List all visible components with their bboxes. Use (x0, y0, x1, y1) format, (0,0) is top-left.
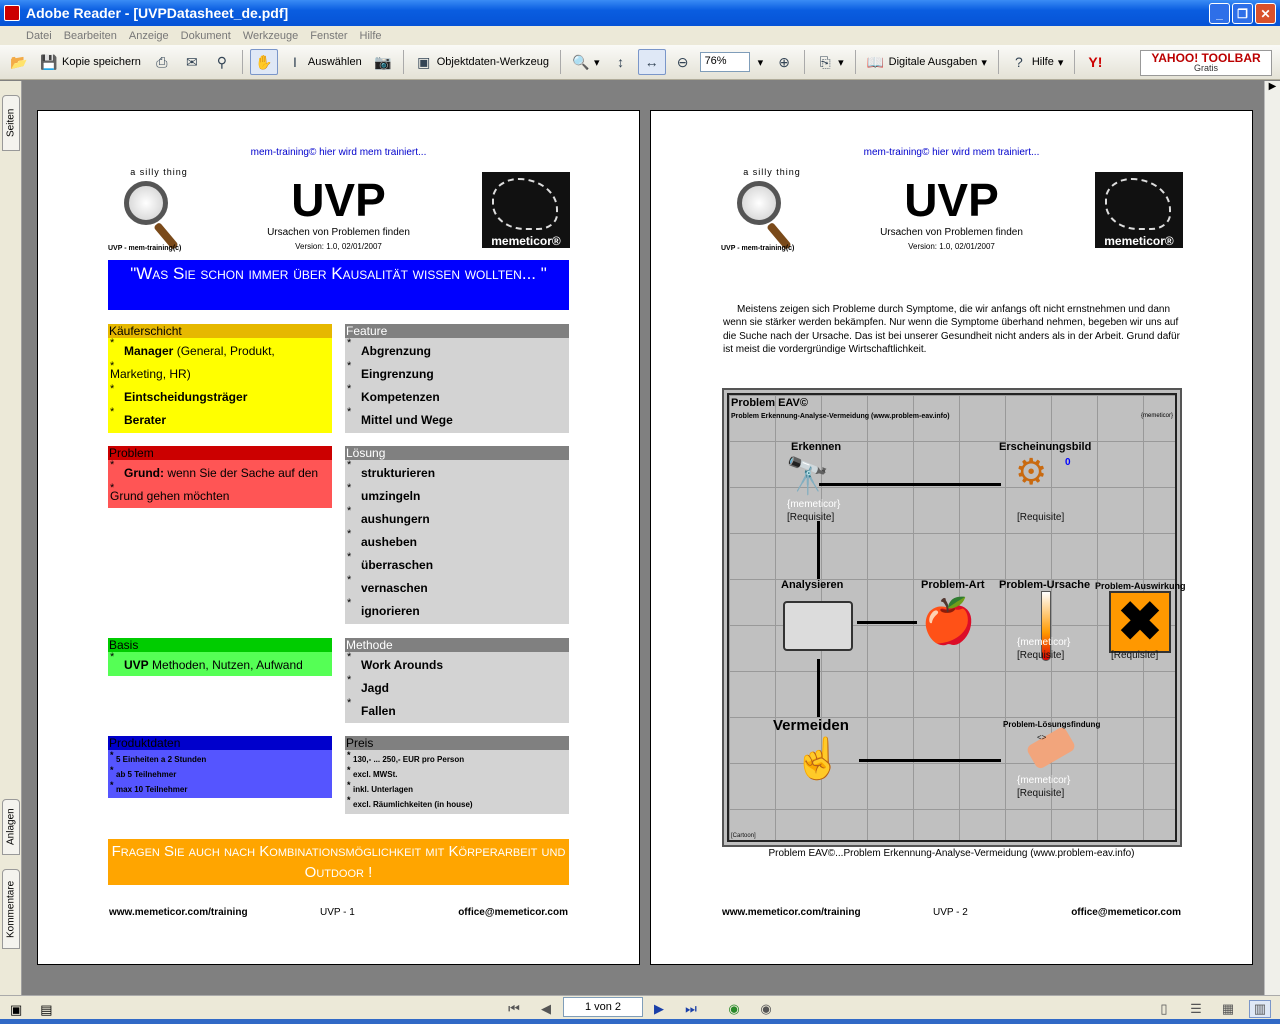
yahoo-toolbar-sub: Gratis (1193, 63, 1218, 73)
box-loesung (345, 446, 569, 624)
box-feature (345, 324, 569, 433)
footer-email: office@memeticor.com (1071, 907, 1181, 918)
title-bar (0, 0, 1280, 26)
last-page-button[interactable]: ⏭ (685, 1001, 697, 1016)
combination-banner: Fragen Sie auch nach Kombinationsmöglichkeit mit Körperarbeit und Outdoor ! (108, 839, 569, 885)
diagram-caption: Problem EAV©...Problem Erkennung-Analyse-Vermeidung (www.problem-eav.info) (768, 848, 1135, 859)
document-icon[interactable]: ▤ (40, 1002, 53, 1017)
diagram-corner-label: {memeticor} (1140, 413, 1173, 419)
list-item: excl. Räumlichkeiten (in house) (353, 800, 473, 809)
list-item: vernaschen (361, 581, 428, 595)
list-item: Methoden, Nutzen, Aufwand (148, 658, 303, 672)
page-subtitle: Ursachen von Problemen finden (267, 227, 410, 238)
list-item: Grund gehen möchten (110, 489, 230, 503)
logo-caption: UVP - mem-training(c) (108, 245, 182, 252)
zoom-in-button[interactable] (771, 49, 797, 75)
list-item: (General, Produkt, (173, 344, 275, 358)
box-methode (345, 638, 569, 723)
close-button[interactable]: ✕ (1255, 3, 1276, 24)
problem-eav-diagram (722, 388, 1186, 847)
page-subtitle: Ursachen von Problemen finden (880, 227, 1023, 238)
open-button[interactable] (6, 49, 32, 75)
previous-page-button[interactable]: ◀ (541, 1001, 551, 1016)
yahoo-messenger-button[interactable] (1082, 49, 1108, 75)
separator (998, 50, 999, 74)
connector-line (817, 659, 820, 717)
footer-email: office@memeticor.com (458, 907, 568, 918)
vertical-scrollbar[interactable] (1264, 81, 1280, 995)
page-header: mem-training© hier wird mem trainiert... (250, 147, 427, 158)
menu-bearbeiten[interactable]: Bearbeiten (63, 29, 117, 42)
list-item: max 10 Teilnehmer (116, 785, 188, 794)
memeticor-logo (1095, 172, 1183, 248)
box-heading: Methode (345, 638, 569, 652)
taskbar-edge (0, 1019, 1280, 1024)
binoculars-icon: 🔭 (785, 455, 830, 496)
finger-bow-icon: ☝ (793, 737, 843, 781)
logo-tagline: a silly thing (743, 167, 801, 177)
label-problem-art: Problem-Art (921, 579, 985, 591)
connector-line (817, 521, 820, 579)
list-item: 130,- ... 250,- EUR pro Person (353, 755, 465, 764)
headline-banner: "Was Sie schon immer über Kausalität wissen wollten... " (108, 260, 569, 310)
list-item: ignorieren (361, 604, 420, 618)
page-title: UVP (291, 174, 386, 226)
node-memeticor-label: {memeticor} (1017, 637, 1071, 648)
save-copy-label: Kopie speichern (62, 56, 141, 68)
logo-tagline: a silly thing (130, 167, 188, 177)
rotate-button[interactable]: ⎘ ▾ (812, 49, 848, 75)
menu-fenster[interactable]: Fenster (310, 29, 348, 42)
digital-editions-icon: 📖 (866, 53, 885, 70)
menu-anzeige[interactable]: Anzeige (128, 29, 169, 42)
list-item: Grund: (124, 466, 164, 480)
label-problem-ursache: Problem-Ursache (999, 579, 1091, 591)
version-text: Version: 1.0, 02/01/2007 (908, 242, 995, 251)
menu-dokument[interactable]: Dokument (180, 29, 231, 42)
brand-name: memeticor® (491, 234, 561, 248)
navigation-panel (0, 81, 22, 995)
connector-line (857, 621, 917, 624)
page-number-input[interactable]: 1 von 2 (563, 997, 643, 1017)
camera-icon: 📷 (374, 53, 392, 70)
box-basis (108, 638, 332, 676)
list-item: Work Arounds (361, 658, 444, 672)
list-item: umzingeln (361, 489, 421, 503)
node-requisite-label: [Requisite] (787, 512, 835, 523)
rotate-pages-icon: ⎘ (819, 53, 831, 70)
beast-icon (1105, 178, 1171, 230)
list-item: Jagd (361, 681, 390, 695)
logo-caption: UVP - mem-training(c) (721, 245, 795, 252)
snapshot-button[interactable] (370, 49, 396, 75)
diagram-subtitle: Problem Erkennung-Analyse-Vermeidung (www.problem-eav.info) (731, 413, 950, 420)
binoculars-icon: ⚲ (216, 53, 228, 70)
scroll-right-arrow[interactable]: ▶ (1268, 81, 1277, 92)
search-button[interactable] (209, 49, 235, 75)
zoom-out-button[interactable] (670, 49, 696, 75)
first-page-button[interactable]: ⏮ (508, 1001, 520, 1016)
label-problem-loesungsfindung: Problem-Lösungsfindung (1003, 720, 1101, 729)
fit-width-button[interactable] (638, 49, 666, 75)
window-title: Adobe Reader - [UVPDatasheet_de.pdf] (26, 5, 289, 21)
tab-comments-label: Kommentare (5, 880, 17, 938)
object-tool-icon: ▣ (417, 53, 431, 70)
zoom-level-input[interactable]: 76% (700, 52, 750, 72)
separator (560, 50, 561, 74)
tab-pages[interactable] (2, 95, 20, 151)
help-label: Hilfe (1031, 56, 1054, 68)
hand-tool-button[interactable] (250, 49, 278, 75)
box-heading: Problem (108, 446, 332, 460)
node-requisite-label: [Requisite] (1017, 512, 1065, 523)
list-item: 5 Einheiten a 2 Stunden (116, 755, 207, 764)
node-requisite-label: [Requisite] (1017, 788, 1065, 799)
printer-icon: ⎙ (156, 53, 168, 70)
menu-datei[interactable]: Datei (26, 29, 52, 42)
list-item: inkl. Unterlagen (353, 785, 414, 794)
node-requisite-label: [Requisite] (1017, 650, 1065, 661)
minus-circle-icon: ⊖ (676, 53, 689, 70)
node-tag-label: <> (1037, 733, 1047, 742)
calculator-icon (783, 601, 853, 651)
cartoon-label: [Cartoon] (731, 833, 756, 839)
label-vermeiden: Vermeiden (773, 717, 849, 734)
pdf-page-1 (37, 110, 640, 965)
folder-icon: 📂 (10, 53, 28, 70)
tab-attachments[interactable] (2, 799, 20, 855)
footer-page-number: UVP - 1 (320, 907, 355, 918)
box-heading: Produktdaten (108, 736, 332, 750)
box-heading: Feature (345, 324, 569, 338)
print-button[interactable] (149, 49, 175, 75)
diagram-title: Problem EAV© (731, 397, 808, 409)
plus-circle-icon: ⊕ (778, 53, 790, 70)
footer-website: www.memeticor.com/training (109, 907, 248, 918)
select-label: Auswählen (307, 56, 362, 68)
list-item: Berater (124, 413, 167, 427)
forward-button[interactable]: ◉ (760, 1001, 772, 1016)
tab-comments[interactable] (2, 869, 20, 949)
disk-icon: 💾 (40, 53, 58, 70)
yahoo-icon: Y! (1088, 54, 1103, 70)
minimize-button[interactable]: _ (1209, 3, 1230, 24)
list-item: UVP (124, 658, 149, 672)
separator (1074, 50, 1075, 74)
separator (855, 50, 856, 74)
facing-view-icon[interactable]: ▦ (1221, 1001, 1235, 1016)
separator (242, 50, 243, 74)
list-item: Eingrenzung (361, 367, 434, 381)
yahoo-toolbar-button[interactable] (1140, 50, 1272, 76)
footer-page-number: UVP - 2 (933, 907, 968, 918)
pdf-page-2 (650, 110, 1253, 965)
yahoo-toolbar-label: YAHOO! TOOLBAR (1151, 51, 1261, 65)
tab-attachments-label: Anlagen (5, 808, 17, 846)
label-analysieren: Analysieren (781, 579, 844, 591)
connector-line (859, 759, 1001, 762)
email-button[interactable] (179, 49, 205, 75)
gears-icon: ⚙ (1015, 451, 1048, 492)
box-heading: Basis (108, 638, 332, 652)
separator (804, 50, 805, 74)
bandage-icon (1025, 726, 1076, 771)
list-item: Fallen (361, 704, 396, 718)
beast-icon (492, 178, 558, 230)
continuous-view-icon[interactable]: ☰ (1190, 1001, 1202, 1016)
magnifier-icon: 🔍 (572, 53, 590, 70)
menu-werkzeuge[interactable]: Werkzeuge (242, 29, 299, 42)
help-icon: ? (1014, 54, 1023, 70)
list-item: Marketing, HR) (110, 367, 191, 381)
footer-website: www.memeticor.com/training (722, 907, 861, 918)
digital-editions-label: Digitale Ausgaben (888, 56, 978, 68)
text-cursor-icon: I (292, 54, 297, 70)
list-item: überraschen (361, 558, 434, 572)
list-item: ausheben (361, 535, 418, 549)
layout-icon[interactable]: ▣ (10, 1002, 23, 1017)
continuous-facing-view-icon[interactable]: ▥ (1249, 1000, 1271, 1018)
list-item: Manager (124, 344, 174, 358)
select-tool-button[interactable] (282, 49, 366, 75)
object-data-tool-button[interactable] (411, 49, 553, 75)
label-erscheinungsbild: Erscheinungsbild (999, 441, 1092, 453)
box-preis (345, 736, 569, 814)
box-heading: Käuferschicht (108, 324, 332, 338)
connector-line (819, 483, 1001, 486)
page-title: UVP (904, 174, 999, 226)
menu-bar (0, 26, 1280, 45)
version-text: Version: 1.0, 02/01/2007 (295, 242, 382, 251)
list-item: Kompetenzen (361, 390, 440, 404)
label-problem-auswirkung: Problem-Auswirkung (1095, 581, 1186, 591)
email-icon: ✉ (186, 53, 198, 70)
fit-width-icon: ↔ (644, 54, 659, 70)
zoom-dropdown[interactable]: ▾ (757, 56, 764, 69)
page-header: mem-training© hier wird mem trainiert... (863, 147, 1040, 158)
apple-icon: 🍎 (921, 597, 976, 646)
box-kaeuferschicht (108, 324, 332, 433)
node-memeticor-label: {memeticor} (787, 499, 841, 510)
counter-value: 0 (1065, 457, 1071, 468)
memeticor-logo (482, 172, 570, 248)
toolbar (0, 45, 1280, 80)
zoom-in-tool-button[interactable]: 🔍 ▾ (572, 53, 600, 70)
list-item: wenn Sie der Sache auf den (164, 466, 319, 480)
adobe-reader-icon (4, 5, 20, 21)
fit-page-icon: ↕ (617, 54, 625, 70)
single-page-view-icon[interactable]: ▯ (1160, 1001, 1168, 1016)
list-item: Eintscheidungsträger (124, 390, 248, 404)
menu-hilfe[interactable]: Hilfe (359, 29, 382, 42)
box-heading: Preis (345, 736, 569, 750)
list-item: strukturieren (361, 466, 436, 480)
next-page-button[interactable]: ▶ (654, 1001, 664, 1016)
list-item: excl. MWSt. (353, 770, 398, 779)
intro-paragraph: Meistens zeigen sich Probleme durch Symptome, die wir anfangs oft nicht ernstnehmen und dann wenn sie stärker werden bekämpfen. Nur wenn die Symptome überhand nehmen, begeben wir uns auf die Suche nach der Ursache. Das ist bei unserer Gesundheit nicht anders als in der Arbeit. Grund dafür ist meist die vordergründige Wirtschaftlichkeit. (723, 304, 1180, 356)
label-erkennen: Erkennen (791, 441, 842, 453)
object-tool-label: Objektdaten-Werkzeug (436, 56, 550, 68)
tab-pages-label: Seiten (5, 108, 17, 138)
fit-page-button[interactable] (608, 49, 634, 75)
help-button[interactable]: ? Hilfe ▾ (1006, 49, 1068, 75)
node-memeticor-label: {memeticor} (1017, 775, 1071, 786)
hand-icon: ✋ (255, 53, 273, 70)
hazard-x-icon: ✖ (1109, 591, 1171, 653)
save-copy-button[interactable] (36, 49, 145, 75)
box-heading: Lösung (345, 446, 569, 460)
maximize-button[interactable]: ❐ (1232, 3, 1253, 24)
digital-editions-button[interactable]: 📖 Digitale Ausgaben ▾ (866, 53, 987, 70)
list-item: ab 5 Teilnehmer (116, 770, 177, 779)
back-button[interactable]: ◉ (728, 1001, 740, 1016)
separator (403, 50, 404, 74)
list-item: Abgrenzung (361, 344, 431, 358)
box-produktdaten (108, 736, 332, 798)
brand-name: memeticor® (1104, 234, 1174, 248)
list-item: Mittel und Wege (361, 413, 453, 427)
box-problem (108, 446, 332, 508)
list-item: aushungern (361, 512, 430, 526)
node-requisite-label: [Requisite] (1111, 650, 1159, 661)
